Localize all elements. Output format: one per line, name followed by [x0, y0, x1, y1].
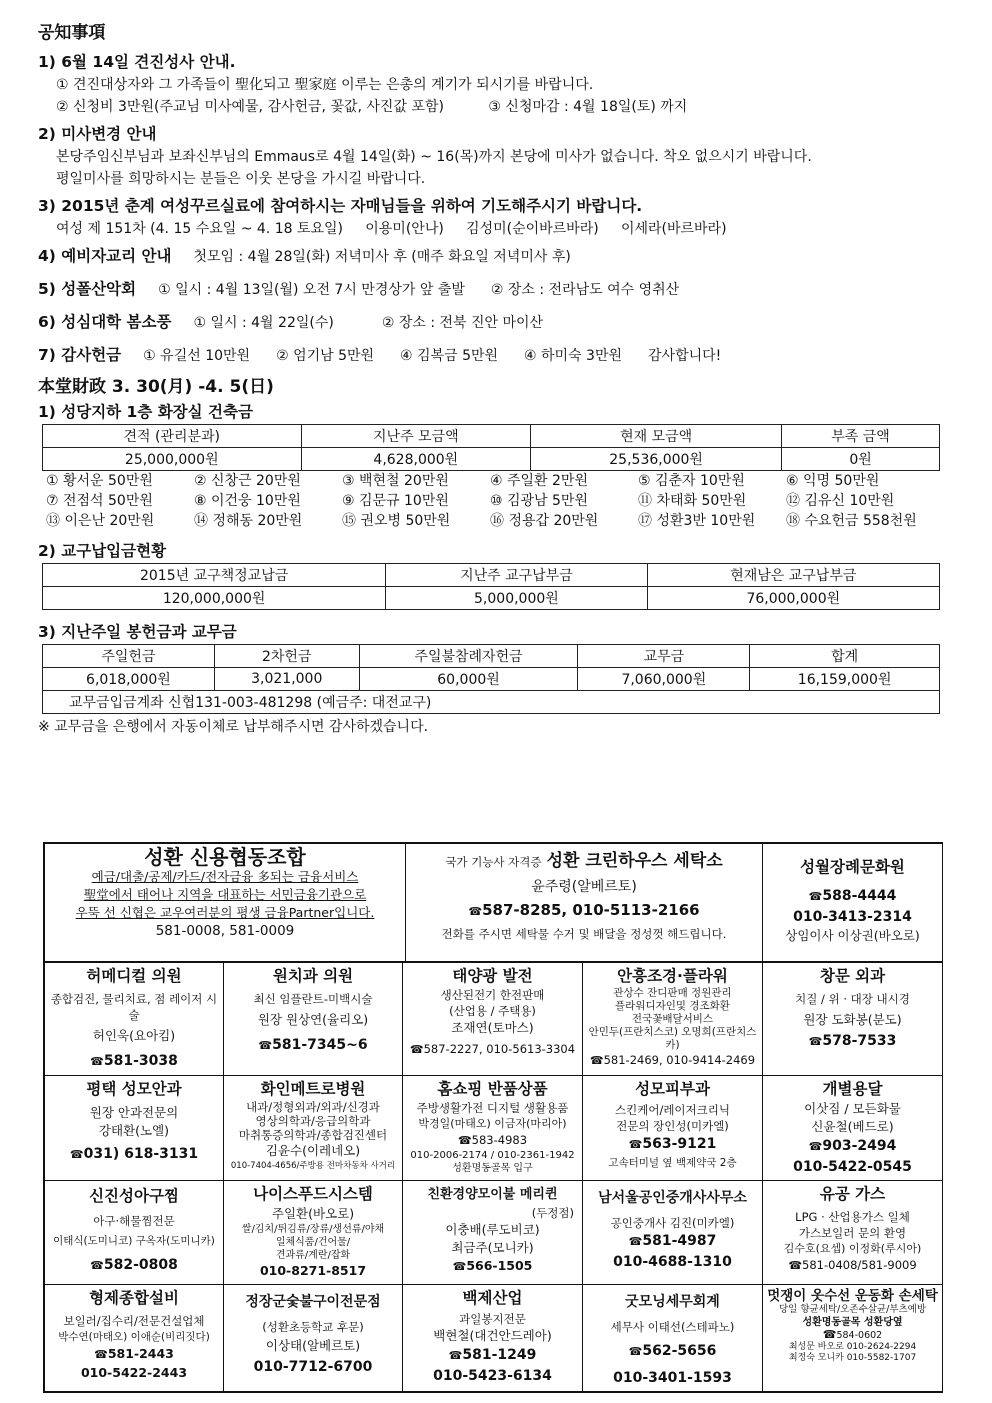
table-header: 2015년 교구책정교납금 [43, 564, 386, 587]
notice-heading-2: 2) 미사변경 안내 [38, 125, 157, 143]
notice-item-4 [38, 240, 954, 273]
ad-name: 신진성아구찜 [89, 1187, 179, 1205]
ad-phone: ☎ 581-2443 [47, 1345, 221, 1364]
notice-detail: ① 일시 : 4월 22일(수) [193, 315, 334, 331]
ad-phone: 010-3413-2314 [793, 909, 912, 925]
ad-line: 당일 향균세탁/오존수살균/부츠예방 [778, 1304, 927, 1315]
donor: ⑩ 김광남 5만원 [490, 493, 588, 509]
notice-heading-3: 3) 2015년 춘계 여성꾸르실료에 참여하시는 자매님들을 위하여 기도해주시기 바랍니다. [38, 197, 643, 215]
notice-heading-1: 1) 6월 14일 견진성사 안내. [38, 53, 236, 71]
donor: ⑰ 성환3반 10만원 [638, 513, 756, 529]
table-cell: 6,018,000원 [43, 668, 215, 691]
donor-list [46, 471, 954, 531]
ad-pre: 국가 기능사 자격증 [445, 855, 542, 869]
ad-phone: ☎ 583-4983 [405, 1132, 580, 1149]
notice-detail: ② 장소 : 전북 진안 마이산 [381, 315, 544, 331]
ad-line: (성환초등학교 후문) [262, 1320, 364, 1334]
ad-phone: 010-8271-8517 [259, 1263, 367, 1278]
ad-phone: 010-5423-6134 [433, 1368, 552, 1384]
table-cell: 5,000,000원 [386, 587, 647, 610]
notice-detail: ④ 하미숙 3만원 [524, 348, 623, 364]
notice-line: ① 견진대상자와 그 가족들이 聖化되고 聖家庭 이루는 은총의 계기가 되시기를 바랍니다. [56, 77, 594, 93]
ad-person: 이충배(루도비코) [445, 1222, 540, 1237]
ad-line: 전국꽃배달서비스 [631, 1013, 714, 1025]
ad-name: 정장군숯불구이전문점 [245, 1294, 381, 1310]
finance-heading-3: 3) 지난주일 봉헌금과 교무금 [38, 623, 237, 641]
offering-table [42, 644, 940, 714]
ad-clinic [45, 963, 224, 1076]
diocese-payment-table [42, 563, 940, 610]
ad-name: 남서울공인중개사사무소 [598, 1190, 747, 1206]
ad-line: 견과류/계란/잡화 [275, 1250, 351, 1261]
ad-name: 성모피부과 [635, 1080, 710, 1098]
ad-person: 허인욱(요아킴) [92, 1028, 176, 1043]
ad-person: 원장 원상연(율리오) [257, 1012, 369, 1027]
ad-line: 성환명동골목 성환당옆 [802, 1317, 903, 1328]
ad-line: 영상의학과/응급의학과 [255, 1114, 371, 1128]
notice-detail: ① 유길선 10만원 [143, 348, 251, 364]
ad-line: 일체식품/건어물/ [275, 1237, 351, 1248]
notice-item-6 [38, 306, 954, 339]
ad-line: 생산된전기 한전판매 [440, 988, 545, 1002]
ad-hospital [224, 1076, 403, 1181]
ad-line: 쌀/김치/튀김류/장류/생선류/야채 [241, 1224, 385, 1235]
ad-line: 안민두(프란치스코) 오명희(프란치스카) [588, 1026, 757, 1051]
ad-line: LPG · 산업용가스 일체 [795, 1210, 910, 1224]
ad-line: 이태식(도미니코) 구옥자(도미니카) [53, 1235, 215, 1247]
ad-moving [763, 1076, 943, 1181]
ad-phone: 010-5422-0545 [793, 1159, 912, 1175]
table-cell: 76,000,000원 [647, 587, 939, 610]
ad-line: 과일봉지전문 [459, 1312, 526, 1326]
donor-row [46, 491, 954, 511]
ad-phone: ☎ 582-0808 [47, 1255, 221, 1276]
account-info: 교무금입금계좌 신협131-003-481298 (예금주: 대전교구) [43, 691, 940, 714]
donor: ③ 백현철 20만원 [342, 473, 449, 489]
ad-line: 관상수 잔디판매 정원관리 [613, 987, 732, 999]
ad-name: 유공 가스 [819, 1185, 886, 1203]
ad-phone: 010-2006-2174 / 010-2361-1942 [410, 1150, 575, 1161]
notice-label: 5) 성폴산악회 [38, 280, 137, 298]
ad-person: 최금주(모니카) [451, 1240, 534, 1255]
notice-detail: ② 엄기남 5만원 [276, 348, 375, 364]
ad-line: 치질 / 위 · 대장 내시경 [795, 992, 910, 1006]
ad-realestate [583, 1181, 763, 1285]
table-header: 지난주 교구납부금 [386, 564, 647, 587]
donor: ⑫ 김유신 10만원 [786, 493, 895, 509]
ad-phone: ☎ 588-4444 [765, 886, 940, 907]
ad-gas [763, 1181, 943, 1285]
ad-phone: ☎ 581-0408/581-9009 [765, 1257, 940, 1274]
ad-line: 원장 안과전문의 [89, 1105, 179, 1120]
ad-eye-clinic [45, 1076, 224, 1181]
notice-label: 7) 감사헌금 [38, 346, 122, 364]
ad-phone: ☎ 031) 618-3131 [47, 1144, 221, 1165]
ad-name: 창문 외과 [819, 967, 886, 985]
ad-name: 백제산업 [462, 1289, 523, 1307]
ad-line: 최신 임플란트-미백시술 [253, 992, 373, 1006]
ad-phone: ☎ 581-2469, 010-9414-2469 [585, 1052, 760, 1069]
ad-homeshopping [403, 1076, 583, 1181]
ad-plumbing [45, 1285, 224, 1392]
table-cell: 25,000,000원 [43, 448, 302, 471]
table-header: 주일헌금 [43, 645, 215, 668]
ad-phone: 010-5422-2443 [80, 1365, 188, 1380]
finance-title: 本堂財政 3. 30(月) -4. 5(日) [38, 377, 274, 397]
ad-name: 굿모닝세무회계 [625, 1294, 720, 1310]
ad-phone: 최성문 바오로 010-2624-2294 [788, 1342, 917, 1352]
donor: ⑪ 차태화 50만원 [638, 493, 747, 509]
ad-name: 멋쟁이 옷수선 운동화 손세탁 [767, 1288, 938, 1304]
ad-name: 안흥조경·플라워 [617, 967, 728, 985]
ad-name: 개별용달 [822, 1080, 883, 1098]
ad-person: 강태환(노엘) [98, 1123, 170, 1138]
ad-person: 원장 도화봉(분도) [803, 1012, 902, 1027]
ad-line: 전문의 장인성(미카엘) [616, 1119, 729, 1133]
ad-line: 공인중개사 김진(미카엘) [610, 1216, 735, 1230]
ad-name: 나이스푸드시스템 [253, 1185, 373, 1203]
ad-phone: 010-7712-6700 [253, 1359, 373, 1375]
ad-line: 가스보일러 문의 환영 [798, 1226, 907, 1240]
ad-person: 김윤수(이레네오) [265, 1143, 361, 1158]
ad-line: 이삿짐 / 모든화물 [804, 1101, 901, 1116]
ad-table-top [44, 843, 943, 962]
ad-phone: 010-4688-1310 [613, 1254, 732, 1270]
notice-line: 여성 제 151차 (4. 15 수요일 ~ 4. 18 토요일) 이용미(안나) 김성미(순이바르바라) 이세라(바르바라) [56, 221, 727, 237]
ad-phone: ☎ 566-1505 [405, 1257, 580, 1276]
donor: ④ 주일환 2만원 [490, 473, 588, 489]
notice-label: 6) 성심대학 봄소풍 [38, 313, 172, 331]
donor: ⑧ 이건웅 10만원 [194, 493, 301, 509]
ad-phone: ☎ 578-7533 [765, 1031, 940, 1052]
donor: ⑨ 김문규 10만원 [342, 493, 449, 509]
donor: ⑭ 정해동 20만원 [194, 513, 303, 529]
ad-credit-union [45, 844, 406, 962]
ad-tailor [763, 1285, 943, 1392]
ad-line: 플라워디자인및 경조화환 [615, 1000, 730, 1012]
ad-person: 조재연(토마스) [451, 1020, 534, 1035]
ad-phone: ☎ 581-1249 [405, 1345, 580, 1366]
ad-person: 신윤철(베드로) [811, 1119, 894, 1134]
table-header: 2차헌금 [214, 645, 359, 668]
ad-name: 화인메트로병원 [260, 1080, 366, 1098]
ad-line: (산업용 / 주택용) [449, 1004, 536, 1018]
ad-funeral [763, 844, 943, 962]
notice-detail: ① 일시 : 4월 13일(월) 오전 7시 만경상가 앞 출발 [158, 282, 465, 298]
ad-line: 전화를 주시면 세탁물 수거 및 배달을 정성껏 해드립니다. [441, 927, 727, 941]
ad-food-system [224, 1181, 403, 1285]
finance-heading-1: 1) 성당지하 1층 화장실 건축금 [38, 403, 253, 421]
donor: ⑯ 정용갑 20만원 [490, 513, 599, 529]
ad-person: 윤주령(알베르토) [531, 879, 637, 895]
ad-name: 허메디컬 의원 [86, 967, 182, 985]
ad-name: 원치과 의원 [272, 967, 354, 985]
table-header: 교무금 [578, 645, 750, 668]
table-cell: 120,000,000원 [43, 587, 386, 610]
ad-line: 예금/대출/공제/카드/전자금융 多되는 금융서비스 [91, 869, 359, 884]
table-cell: 16,159,000원 [750, 668, 940, 691]
ad-solar [403, 963, 583, 1076]
finance-heading-2: 2) 교구납입금현황 [38, 542, 167, 560]
ad-name: 평택 성모안과 [86, 1080, 182, 1098]
ad-address: 고속터미널 옆 백제약국 2층 [608, 1157, 737, 1169]
table-header: 합계 [750, 645, 940, 668]
notice-item-5 [38, 273, 954, 306]
notice-detail: ④ 김복금 5만원 [400, 348, 499, 364]
ad-line: 주방생활가전 디지털 생활용품 [416, 1101, 569, 1115]
table-header: 주일불참례자헌금 [359, 645, 578, 668]
ad-dermatology [583, 1076, 763, 1181]
notice-line: 평일미사를 희망하시는 분들은 이웃 본당을 가시길 바랍니다. [56, 171, 426, 187]
ad-line: 보일러/집수리/전문건설업체 [63, 1314, 205, 1328]
table-cell: 3,021,000 [214, 668, 359, 691]
ad-landscape [583, 963, 763, 1076]
ad-phone: ☎ 581-3038 [47, 1051, 221, 1072]
ad-phone: ☎ 587-8285, 010-5113-2166 [408, 900, 760, 922]
table-cell: 60,000원 [359, 668, 578, 691]
ad-phone: ☎ 903-2494 [765, 1136, 940, 1157]
ad-phone: 010-7404-4656/주방용 전마차동차 사거리 [230, 1161, 396, 1171]
ad-phone: ☎ 563-9121 [585, 1134, 760, 1155]
notice-detail: 감사합니다! [648, 348, 722, 364]
table-header: 지난주 모금액 [301, 425, 531, 448]
notice-line: ② 신청비 3만원(주교님 미사예물, 감사헌금, 꽃값, 사진값 포함) ③ 신청마감 : 4월 18일(토) 까지 [56, 99, 688, 115]
ad-table-grid [44, 962, 943, 1392]
ad-name: 성환 신용협동조합 [144, 845, 306, 869]
ad-line: 스킨케어/레이저크리닉 [615, 1103, 730, 1117]
ad-line: 박수연(마태오) 이애순(비리짓다) [58, 1331, 210, 1343]
table-header: 부족 금액 [782, 425, 940, 448]
donor: ① 황서운 50만원 [46, 473, 153, 489]
table-header: 현재 모금액 [531, 425, 782, 448]
ad-phone: 581-0008, 581-0009 [155, 923, 295, 939]
ad-person: 박경일(마태오) 이금자(마리아) [418, 1117, 567, 1130]
donor: ⑱ 수요헌금 558천원 [786, 513, 917, 529]
ad-person: 백현철(대건안드레아) [433, 1328, 552, 1343]
ad-name: 성월장례문화원 [800, 858, 905, 876]
notice-detail: 첫모임 : 4월 28일(화) 저녁미사 후 (매주 화요일 저녁미사 후) [193, 249, 571, 265]
donor: ⑦ 전점석 50만원 [46, 493, 153, 509]
ad-name: 형제종합설비 [89, 1289, 179, 1307]
ad-phone: ☎ 581-7345~6 [226, 1035, 400, 1056]
table-cell: 25,536,000원 [531, 448, 782, 471]
ad-line: 세무사 이태선(스테파노) [610, 1320, 735, 1334]
ad-person: 이상태(알베르토) [265, 1338, 361, 1353]
ad-phone: ☎ 581-4987 [585, 1231, 760, 1252]
donor: ⑮ 권오병 50만원 [342, 513, 451, 529]
ad-line: 마취통증의학과/종합검진센터 [238, 1128, 388, 1142]
donor: ⑬ 이은난 20만원 [46, 513, 155, 529]
table-cell: 7,060,000원 [578, 668, 750, 691]
ad-tax [583, 1285, 763, 1392]
donor: ⑤ 김춘자 10만원 [638, 473, 745, 489]
donor-row [46, 471, 954, 491]
ad-sub: (두정점) [531, 1206, 574, 1220]
ad-name: 태양광 발전 [452, 967, 533, 985]
donor-row [46, 511, 954, 531]
ad-phone: 최정숙 모니카 010-5582-1707 [788, 1353, 917, 1363]
ad-bbq [224, 1285, 403, 1392]
ad-phone: ☎ 587-2227, 010-5613-3304 [405, 1041, 580, 1058]
ad-dental [224, 963, 403, 1076]
donor: ② 신창근 20만원 [194, 473, 301, 489]
ad-name: 친환경양모이불 메리퀸 [427, 1187, 558, 1202]
ad-phone: 010-3401-1593 [613, 1370, 732, 1386]
notice-item-7 [38, 339, 954, 372]
ad-section [43, 842, 943, 1393]
ad-person: 주일환(바오로) [271, 1206, 355, 1221]
ad-phone: ☎ 562-5656 [585, 1341, 760, 1362]
ad-person: 상임이사 이상권(바오로) [785, 928, 920, 943]
ad-line: 聖堂에서 태어나 지역을 대표하는 서민금융기관으로 [83, 887, 367, 902]
table-cell: 4,628,000원 [301, 448, 531, 471]
notice-title: 공知事項 [38, 23, 106, 43]
ad-line: 내과/정형외과/외과/신경과 [246, 1100, 380, 1114]
table-header: 견적 (관리분과) [43, 425, 302, 448]
notice-line: 본당주임신부님과 보좌신부님의 Emmaus로 4월 14일(화) ~ 16(목)까지 본당에 미사가 없습니다. 착오 없으시기 바랍니다. [56, 149, 812, 165]
notice-label: 4) 예비자교리 안내 [38, 247, 172, 265]
donor: ⑥ 익명 50만원 [786, 473, 880, 489]
ad-line: 종합검진, 물리치료, 점 레이저 시술 [50, 992, 218, 1022]
ad-baekje [403, 1285, 583, 1392]
ad-address: 성환명동골목 입구 [452, 1163, 533, 1174]
ad-line: 아구·해물찜전문 [93, 1214, 175, 1228]
notice-detail: ② 장소 : 전라남도 여수 영취산 [490, 282, 680, 298]
table-header: 현재남은 교구납부금 [647, 564, 939, 587]
ad-bedding [403, 1181, 583, 1285]
autopay-note: ※ 교무금을 은행에서 자동이체로 납부해주시면 감사하겠습니다. [38, 719, 429, 735]
ad-phone: ☎ 584-0602 [765, 1329, 940, 1342]
ad-laundry [406, 844, 763, 962]
ad-line: 우뚝 선 신협은 교우여러분의 평생 금융Partner입니다. [75, 905, 375, 920]
ad-surgery [763, 963, 943, 1076]
ad-name: 홈쇼핑 반품상품 [437, 1080, 548, 1098]
table-cell: 0원 [782, 448, 940, 471]
ad-person: 김수호(요셉) 이정화(루시아) [783, 1242, 922, 1255]
ad-name: 성환 크린하우스 세탁소 [546, 851, 723, 871]
bulletin-page [38, 20, 954, 738]
construction-fund-table [42, 424, 940, 471]
ad-restaurant [45, 1181, 224, 1285]
